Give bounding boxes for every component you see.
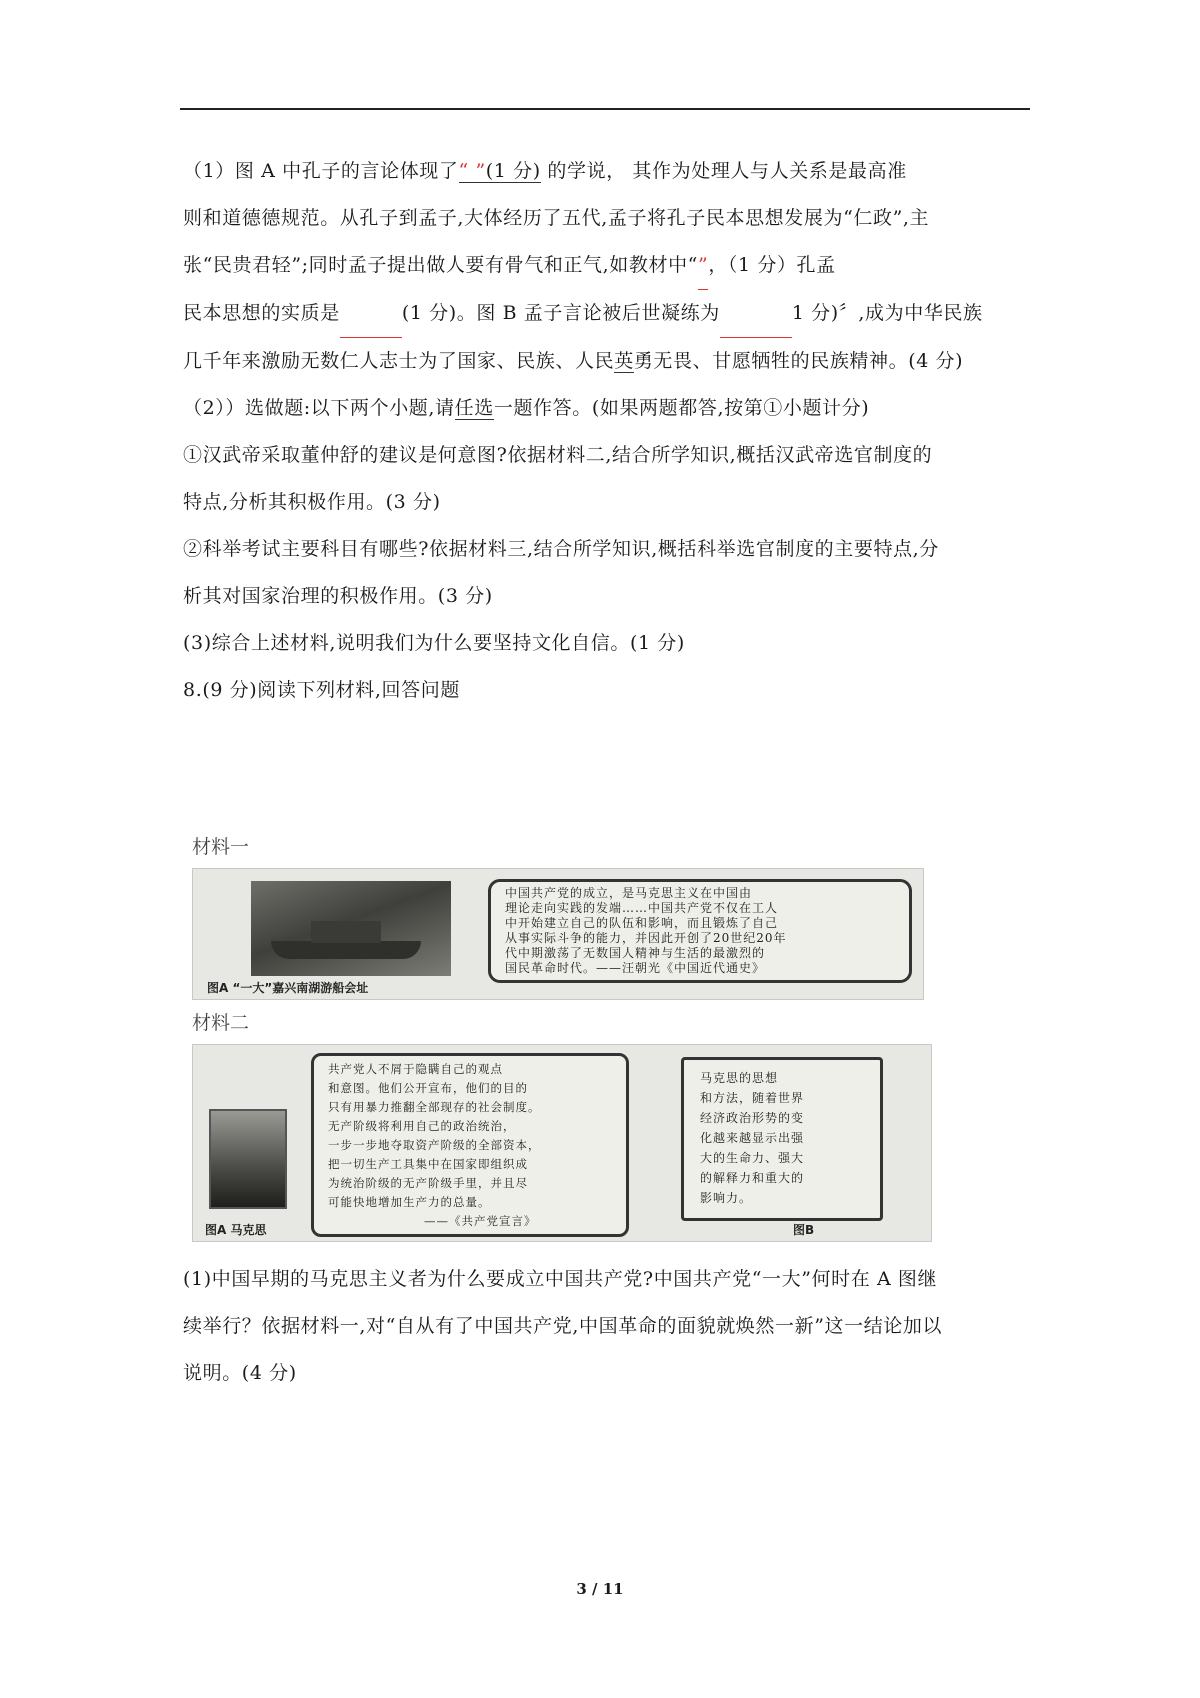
manifesto-quote: 共产党人不屑于隐瞒自己的观点 和意图。他们公开宣布，他们的目的 只有用暴力推翻全部现存的社会制度。 无产阶级将利用自己的政治统治， 一步一步地夺取资产阶级的全部资本， 把一切生产工具集中在国家即组织成 为统治阶级的无产阶级手里，并且尽 可能快地增加生产力的总量。 ——《共产党宣言》	[328, 1062, 541, 1228]
q8-line-2: 续举行？依据材料一,对“自从有了中国共产党,中国革命的面貌就焕然一新”这一结论加以	[183, 1315, 943, 1337]
material-1-label: 材料一	[192, 836, 250, 858]
q7-line-6: （2））选做题:以下两个小题,请任选一题作答。(如果两题都答,按第①小题计分)	[183, 397, 870, 419]
manifesto-speech-bubble	[311, 1053, 629, 1237]
q8-line-3: 说明。(4 分)	[183, 1362, 297, 1384]
nanhu-boat-photo	[251, 881, 451, 976]
q8-heading: 8.(9 分)阅读下列材料,回答问题	[183, 679, 460, 701]
q7-line-8: 特点,分析其积极作用。(3 分)	[183, 491, 441, 513]
scroll-quote: 马克思的思想 和方法，随着世界 经济政治形势的变 化越来越显示出强 大的生命力、强大 的解释力和重大的 影响力。	[700, 1071, 805, 1205]
q7-line-7: ①汉武帝采取董仲舒的建议是何意图?依据材料二,结合所学知识,概括汉武帝选官制度的	[183, 444, 933, 466]
question-7-block	[183, 148, 1033, 714]
question-8-block	[183, 1256, 1033, 1397]
page-number: 3 / 11	[576, 1580, 624, 1598]
material-2-caption-a: 图A 马克思	[205, 1223, 267, 1237]
q7-line-3: 张“民贵君轻”;同时孟子提出做人要有骨气和正气,如教材中“”，（1 分）孔孟	[183, 242, 1033, 290]
material-2-label: 材料二	[192, 1012, 250, 1034]
answer-blank-4[interactable]	[720, 290, 792, 338]
material-1-quote-box	[488, 879, 912, 983]
q8-line-1: (1)中国早期的马克思主义者为什么要成立中国共产党?中国共产党“一大”何时在 A 图继	[183, 1268, 938, 1290]
answer-blank-1[interactable]: “ ”(1 分)	[458, 160, 541, 182]
q7-line-9: ②科举考试主要科目有哪些?依据材料三,结合所学知识,概括科举选官制度的主要特点,分	[183, 538, 939, 560]
marx-portrait	[209, 1109, 287, 1209]
answer-blank-2[interactable]: ”	[698, 242, 708, 290]
material-1-caption: 图A “一大”嘉兴南湖游船会址	[207, 981, 369, 995]
header-rule	[180, 108, 1030, 110]
q7-line-4: 民本思想的实质是 (1 分)。图 B 孟子言论被后世凝练为 1 分)〞,成为中华民族	[183, 290, 1033, 338]
q7-line-1: （1）图 A 中孔子的言论体现了“ ”(1 分) 的学说， 其作为处理人与人关系是最高准	[183, 160, 907, 182]
material-2-caption-b: 图B	[793, 1223, 815, 1237]
material-2-figure	[192, 1044, 932, 1242]
q7-line-5: 几千年来激励无数仁人志士为了国家、民族、人民英勇无畏、甘愿牺牲的民族精神。(4 分)	[183, 350, 964, 372]
material-1-figure	[192, 868, 924, 1000]
q7-line-10: 析其对国家治理的积极作用。(3 分)	[183, 585, 493, 607]
scroll-document	[681, 1057, 883, 1221]
q7-line-2: 则和道德德规范。从孔子到孟子,大体经历了五代,孟子将孔子民本思想发展为“仁政”,主	[183, 207, 930, 229]
answer-blank-3[interactable]	[340, 290, 402, 338]
material-1-quote: 中国共产党的成立，是马克思主义在中国由 理论走向实践的发端……中国共产党不仅在工人 中开始建立自己的队伍和影响，而且锻炼了自己 从事实际斗争的能力，并因此开创了20世纪20年 代中期激荡了无数国人精神与生活的最激烈的 国民革命时代。——汪朝光《中国近代通史》	[505, 886, 787, 975]
q7-line-11: (3)综合上述材料,说明我们为什么要坚持文化自信。(1 分)	[183, 632, 685, 654]
boat-icon	[271, 941, 421, 959]
